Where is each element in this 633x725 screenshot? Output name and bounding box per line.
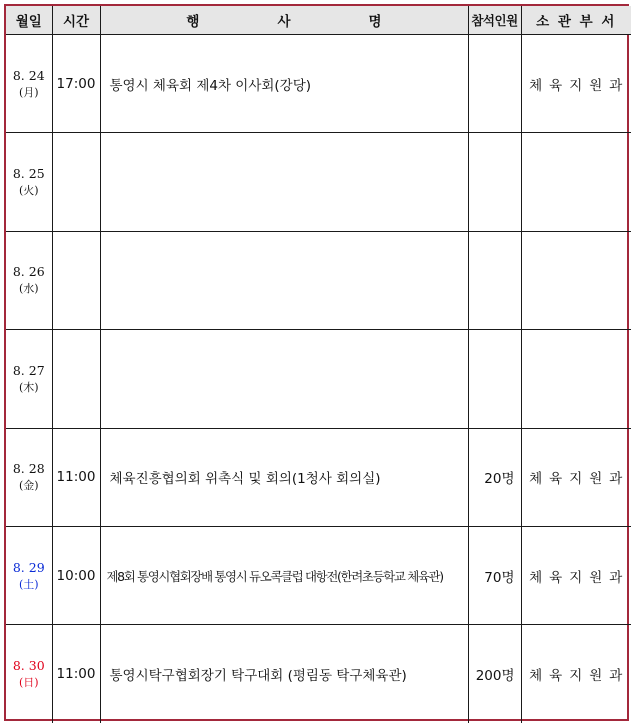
table-row — [6, 428, 631, 526]
event-cell — [100, 330, 468, 428]
time-cell: 11:00 — [52, 428, 100, 526]
attendance-cell — [468, 330, 521, 428]
time-cell — [52, 133, 100, 231]
department-cell: 체육지원과 — [521, 35, 631, 133]
header-row — [6, 6, 631, 35]
department-cell: 체육지원과 — [521, 625, 631, 723]
day: 8. 24 — [12, 67, 45, 83]
event-cell — [100, 133, 468, 231]
header-event — [100, 6, 468, 35]
date-cell-sunday — [6, 625, 52, 723]
table-row — [6, 526, 631, 624]
header-event-char: 명 — [368, 14, 382, 30]
department-cell — [521, 231, 631, 329]
table-row — [6, 133, 631, 231]
event-cell: 통영시탁구협회장기 탁구대회 (평림동 탁구체육관) — [100, 625, 468, 723]
date-cell — [6, 35, 52, 133]
time-cell — [52, 330, 100, 428]
attendance-cell: 20명 — [468, 428, 521, 526]
weekday: (土) — [18, 577, 39, 591]
attendance-cell — [468, 35, 521, 133]
date-cell — [6, 330, 52, 428]
event-cell: 제8회 통영시협회장배 통영시 듀오콕클럽 대항전(한려초등학교 체육관) — [100, 526, 468, 624]
day: 8. 29 — [12, 559, 45, 575]
weekday: (日) — [18, 676, 39, 690]
department-cell: 체육지원과 — [521, 428, 631, 526]
header-date: 월일 — [6, 6, 52, 35]
weekday: (木) — [18, 380, 39, 394]
attendance-cell — [468, 231, 521, 329]
attendance-cell: 200명 — [468, 625, 521, 723]
day: 8. 25 — [12, 166, 45, 182]
day: 8. 26 — [12, 264, 45, 280]
table-row — [6, 231, 631, 329]
attendance-cell — [468, 133, 521, 231]
schedule-sheet — [4, 4, 629, 721]
time-cell: 17:00 — [52, 35, 100, 133]
day: 8. 30 — [12, 658, 45, 674]
date-cell — [6, 133, 52, 231]
weekly-event-table — [6, 6, 631, 723]
header-event-char: 사 — [277, 14, 291, 30]
table-row — [6, 35, 631, 133]
time-cell: 11:00 — [52, 625, 100, 723]
weekday: (金) — [18, 479, 39, 493]
event-cell: 체육진흥협의회 위촉식 및 회의(1청사 회의실) — [100, 428, 468, 526]
time-cell: 10:00 — [52, 526, 100, 624]
table-row — [6, 625, 631, 723]
attendance-cell: 70명 — [468, 526, 521, 624]
date-cell-saturday — [6, 526, 52, 624]
event-cell — [100, 231, 468, 329]
header-department: 소 관 부 서 — [521, 6, 631, 35]
time-cell — [52, 231, 100, 329]
day: 8. 28 — [12, 461, 45, 477]
weekday: (月) — [18, 85, 39, 99]
weekday: (火) — [18, 184, 39, 198]
weekday: (水) — [18, 282, 39, 296]
header-attendance: 참석인원 — [468, 6, 521, 35]
department-cell: 체육지원과 — [521, 526, 631, 624]
event-cell: 통영시 체육회 제4차 이사회(강당) — [100, 35, 468, 133]
header-event-char: 행 — [186, 14, 200, 30]
table-row — [6, 330, 631, 428]
date-cell — [6, 428, 52, 526]
department-cell — [521, 330, 631, 428]
header-time: 시간 — [52, 6, 100, 35]
day: 8. 27 — [12, 362, 45, 378]
date-cell — [6, 231, 52, 329]
department-cell — [521, 133, 631, 231]
